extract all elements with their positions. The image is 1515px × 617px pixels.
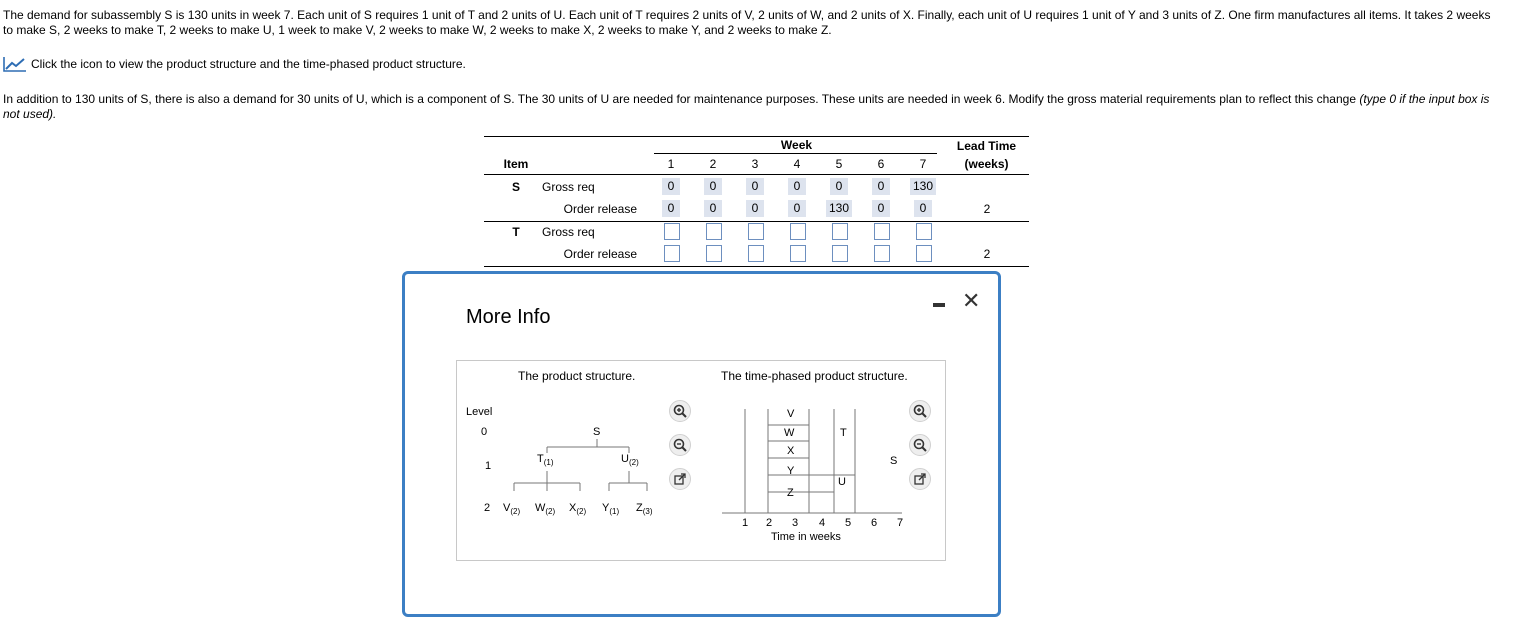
tp-label-x: X: [787, 445, 795, 457]
t-lead-time: 2: [983, 247, 991, 261]
open-external-icon[interactable]: [669, 468, 691, 490]
node-v: $V_{(2)}$: [503, 502, 521, 516]
t-order-week-3-input[interactable]: [748, 245, 764, 262]
zoom-in-icon[interactable]: [669, 400, 691, 422]
open-external-icon-right[interactable]: [909, 468, 931, 490]
week-3-header: 3: [751, 157, 759, 171]
t-order-week-7-input[interactable]: [916, 245, 932, 262]
line-chart-icon[interactable]: [3, 56, 27, 72]
s-order-week-3: 0: [746, 200, 764, 217]
level-0: 0: [481, 426, 488, 438]
week-4-header: 4: [793, 157, 801, 171]
product-structure-title: The product structure.: [518, 369, 636, 383]
mrp-table: [484, 136, 1029, 268]
t-order-week-2-input[interactable]: [706, 245, 722, 262]
week-header: Week: [780, 138, 813, 152]
tp-tick-1: 1: [742, 517, 749, 529]
s-gross-week-4: 0: [788, 178, 806, 195]
tp-label-w: W: [784, 427, 795, 439]
instructions-note: (type 0 if the input box is not used).: [3, 92, 1490, 121]
header-rule: [484, 174, 1029, 175]
week-2-header: 2: [709, 157, 717, 171]
s-order-week-7: 0: [914, 200, 932, 217]
s-gross-week-7: 130: [910, 178, 936, 195]
more-info-dialog: [402, 271, 1001, 617]
info-panel: [456, 360, 946, 561]
s-order-release-label: Order release: [563, 202, 637, 216]
s-order-week-2: 0: [704, 200, 722, 217]
item-header: Item: [503, 157, 529, 171]
week-1-header: 1: [667, 157, 675, 171]
s-gross-week-3: 0: [746, 178, 764, 195]
item-t-label: T: [512, 225, 520, 239]
t-gross-week-5-input[interactable]: [832, 223, 848, 240]
s-lead-time: 2: [983, 202, 991, 216]
s-gross-week-2: 0: [704, 178, 722, 195]
zoom-in-icon-right[interactable]: [909, 400, 931, 422]
dialog-title: More Info: [466, 306, 551, 328]
s-gross-week-1: 0: [662, 178, 680, 195]
node-w: $W_{(2)}$: [535, 502, 556, 516]
s-order-week-6: 0: [872, 200, 890, 217]
t-order-week-4-input[interactable]: [790, 245, 806, 262]
tp-tick-2: 2: [766, 517, 773, 529]
lead-time-units: (weeks): [964, 157, 1009, 171]
level-label: Level: [466, 406, 493, 418]
tp-tick-7: 7: [897, 517, 904, 529]
week-5-header: 5: [835, 157, 843, 171]
tp-axis-label: Time in weeks: [771, 531, 841, 543]
modification-instructions: [3, 92, 1508, 122]
node-z: $Z_{(3)}$: [636, 502, 653, 516]
node-s: S: [593, 426, 601, 438]
info-link-text[interactable]: Click the icon to view the product structure and the time-phased product structure.: [31, 57, 466, 71]
t-gross-week-7-input[interactable]: [916, 223, 932, 240]
tp-label-u: U: [838, 476, 846, 488]
zoom-out-icon-right[interactable]: [909, 434, 931, 456]
tp-label-y: Y: [787, 465, 795, 477]
level-2: 2: [484, 502, 491, 514]
t-gross-week-4-input[interactable]: [790, 223, 806, 240]
table-bottom-rule: [484, 266, 1029, 267]
problem-statement: The demand for subassembly S is 130 units in week 7. Each unit of S requires 1 unit of T and 2 units of U. Each unit of T requires 2 units of V, 2 units of W, and 2 units of X. Finally, each unit of U requires 1 unit of Y and 3 units of Z. One firm manufactures all items. It takes 2 weeks to make S, 2 weeks to make T, 2 weeks to make U, 1 week to make V, 2 weeks to make W, 2 weeks to make X, 2 weeks to make Y, and 2 weeks to make Z.: [3, 8, 1491, 37]
week-underline: [654, 153, 937, 154]
week-7-header: 7: [919, 157, 927, 171]
node-y: $Y_{(1)}$: [602, 502, 620, 516]
minimize-icon[interactable]: [933, 303, 945, 307]
t-order-week-5-input[interactable]: [832, 245, 848, 262]
s-order-week-5: 130: [826, 200, 852, 217]
t-order-week-1-input[interactable]: [664, 245, 680, 262]
row-s-rule: [484, 221, 1029, 222]
instructions-main: In addition to 130 units of S, there is also a demand for 30 units of U, which is a component of S. The 30 units of U are needed for maintenance purposes. These units are needed in week 6. Modify the gross material requirements plan to reflect this change: [3, 92, 1360, 106]
time-phased-title: The time-phased product structure.: [721, 369, 908, 383]
tp-tick-4: 4: [819, 517, 826, 529]
tp-label-s: S: [890, 455, 898, 467]
item-s-label: S: [511, 180, 520, 194]
s-order-week-4: 0: [788, 200, 806, 217]
node-t: $T_{(1)}$: [537, 453, 554, 467]
node-u: $U_{(2)}$: [621, 453, 639, 467]
level-1: 1: [485, 460, 492, 472]
lead-time-header: Lead Time: [956, 139, 1017, 153]
tp-label-t: T: [840, 427, 847, 439]
tp-tick-6: 6: [871, 517, 878, 529]
tp-tick-3: 3: [792, 517, 799, 529]
close-icon[interactable]: ✕: [962, 288, 981, 313]
s-gross-week-5: 0: [830, 178, 848, 195]
s-order-week-1: 0: [662, 200, 680, 217]
table-top-rule: [484, 136, 1029, 137]
t-gross-req-label: Gross req: [542, 225, 595, 239]
t-gross-week-3-input[interactable]: [748, 223, 764, 240]
tp-tick-5: 5: [845, 517, 852, 529]
tp-label-v: V: [787, 408, 795, 420]
week-6-header: 6: [877, 157, 885, 171]
t-gross-week-6-input[interactable]: [874, 223, 890, 240]
t-gross-week-1-input[interactable]: [664, 223, 680, 240]
zoom-out-icon[interactable]: [669, 434, 691, 456]
info-link[interactable]: [3, 56, 466, 72]
s-gross-week-6: 0: [872, 178, 890, 195]
tp-label-z: Z: [787, 487, 794, 499]
t-gross-week-2-input[interactable]: [706, 223, 722, 240]
t-order-release-label: Order release: [563, 247, 637, 261]
s-gross-req-label: Gross req: [542, 180, 595, 194]
node-x: $X_{(2)}$: [569, 502, 587, 516]
t-order-week-6-input[interactable]: [874, 245, 890, 262]
time-phased-structure-lines: [712, 401, 912, 531]
